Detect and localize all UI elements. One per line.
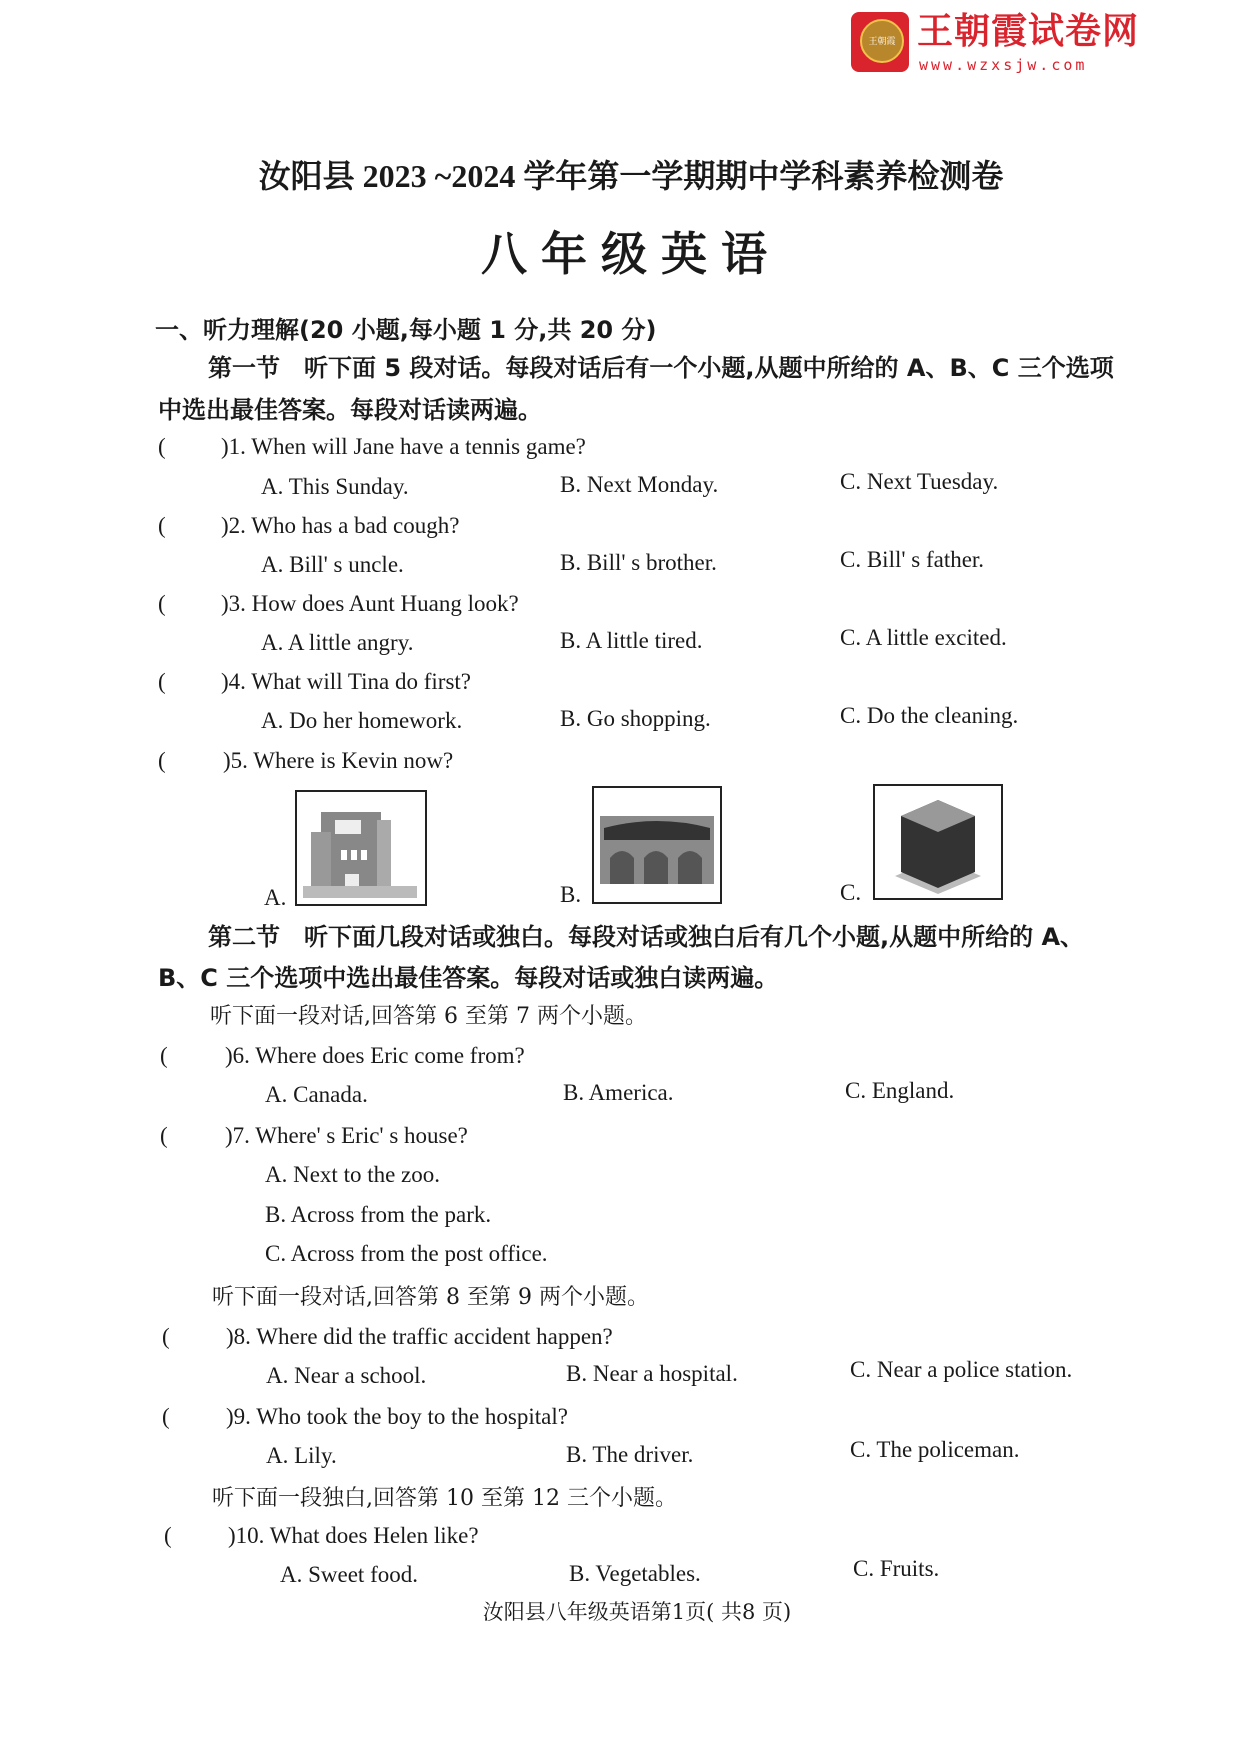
logo-name: 王朝霞试卷网	[917, 11, 1140, 52]
answer-paren: (	[160, 1123, 168, 1148]
q7-option-c: C. Across from the post office.	[265, 1241, 548, 1266]
instruction-q6-7: 听下面一段对话,回答第 6 至第 7 两个小题。	[210, 1004, 647, 1029]
library-picture	[592, 786, 722, 904]
answer-paren: (	[158, 513, 166, 538]
section-heading: 一、听力理解(20 小题,每小题 1 分,共 20 分)	[155, 316, 657, 344]
question-2: )2. Who has a bad cough?	[221, 513, 460, 538]
logo-seal-icon: 王朝霞	[851, 12, 909, 72]
answer-paren: (	[162, 1324, 170, 1349]
answer-paren: (	[158, 748, 166, 773]
q5-option-b: B.	[560, 882, 582, 907]
part1-instructions-cont: 中选出最佳答案。每段对话读两遍。	[158, 396, 542, 424]
part2-instructions: 第二节 听下面几段对话或独白。每段对话或独白后有几个小题,从题中所给的 A、	[208, 923, 1085, 951]
answer-paren: (	[158, 591, 166, 616]
hospital-picture	[295, 790, 427, 906]
q6-option-a: A. Canada.	[265, 1082, 368, 1107]
q2-option-b: B. Bill' s brother.	[560, 550, 717, 575]
q1-option-a: A. This Sunday.	[261, 474, 409, 499]
q4-option-c: C. Do the cleaning.	[840, 703, 1019, 728]
question-9: )9. Who took the boy to the hospital?	[226, 1404, 568, 1429]
q5-option-c: C.	[840, 880, 862, 905]
q1-option-b: B. Next Monday.	[560, 472, 719, 497]
logo-url: www.wzxsjw.com	[919, 56, 1088, 74]
q5-option-a: A.	[264, 885, 287, 910]
question-8: )8. Where did the traffic accident happen?	[226, 1324, 613, 1349]
question-3: )3. How does Aunt Huang look?	[221, 591, 519, 616]
q1-option-c: C. Next Tuesday.	[840, 469, 999, 494]
q9-option-a: A. Lily.	[266, 1443, 337, 1468]
question-4: )4. What will Tina do first?	[221, 669, 472, 694]
part1-instructions: 第一节 听下面 5 段对话。每段对话后有一个小题,从题中所给的 A、B、C 三个选项	[208, 354, 1114, 382]
q10-option-c: C. Fruits.	[853, 1556, 940, 1581]
q3-option-b: B. A little tired.	[560, 628, 703, 653]
q3-option-a: A. A little angry.	[261, 630, 414, 655]
q4-option-a: A. Do her homework.	[261, 708, 463, 733]
question-7: )7. Where' s Eric' s house?	[225, 1123, 468, 1148]
q8-option-c: C. Near a police station.	[850, 1357, 1073, 1382]
q6-option-c: C. England.	[845, 1078, 955, 1103]
building-picture	[873, 784, 1003, 900]
answer-paren: (	[158, 434, 166, 459]
q10-option-b: B. Vegetables.	[569, 1561, 701, 1586]
q4-option-b: B. Go shopping.	[560, 706, 711, 731]
q10-option-a: A. Sweet food.	[280, 1562, 418, 1587]
q2-option-a: A. Bill' s uncle.	[261, 552, 404, 577]
part2-instructions-cont: B、C 三个选项中选出最佳答案。每段对话或独白读两遍。	[158, 964, 779, 992]
question-5: )5. Where is Kevin now?	[223, 748, 454, 773]
question-1: )1. When will Jane have a tennis game?	[221, 434, 586, 459]
q8-option-b: B. Near a hospital.	[566, 1361, 738, 1386]
q7-option-b: B. Across from the park.	[265, 1202, 492, 1227]
q2-option-c: C. Bill' s father.	[840, 547, 985, 572]
answer-paren: (	[158, 669, 166, 694]
q3-option-c: C. A little excited.	[840, 625, 1007, 650]
answer-paren: (	[164, 1523, 172, 1548]
instruction-q10-12: 听下面一段独白,回答第 10 至第 12 三个小题。	[212, 1486, 677, 1511]
q9-option-c: C. The policeman.	[850, 1437, 1020, 1462]
q9-option-b: B. The driver.	[566, 1442, 694, 1467]
instruction-q8-9: 听下面一段对话,回答第 8 至第 9 两个小题。	[212, 1285, 649, 1310]
q8-option-a: A. Near a school.	[266, 1363, 427, 1388]
question-10: )10. What does Helen like?	[228, 1523, 479, 1548]
q6-option-b: B. America.	[563, 1080, 674, 1105]
subject-title: 八年级英语	[481, 227, 781, 281]
site-logo	[851, 12, 1181, 78]
page-footer: 汝阳县八年级英语第1页( 共8 页)	[482, 1600, 792, 1624]
answer-paren: (	[162, 1404, 170, 1429]
exam-title: 汝阳县 2023 ~2024 学年第一学期期中学科素养检测卷	[258, 158, 1004, 194]
q7-option-a: A. Next to the zoo.	[265, 1162, 441, 1187]
question-6: )6. Where does Eric come from?	[225, 1043, 525, 1068]
answer-paren: (	[160, 1043, 168, 1068]
